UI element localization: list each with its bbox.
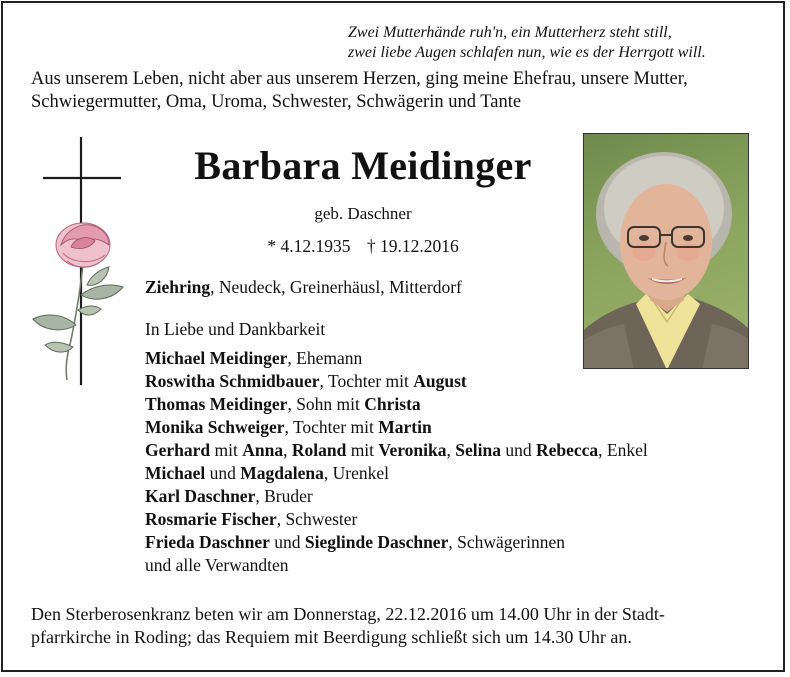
mourner-relation: , Schwester [276,509,358,529]
closing-text [31,603,771,649]
mourners-list [145,347,648,577]
mourner-relation: mit [346,440,379,460]
mourner-row [145,439,648,462]
mourner-name: Martin [378,417,432,437]
mourner-relation: , Urenkel [323,463,390,483]
mourner-name: Veronika [378,440,447,460]
mourners-intro: In Liebe und Dankbarkeit [145,319,326,339]
birth-date: * 4.12.1935 [267,236,351,256]
death-date: † 19.12.2016 [366,236,459,256]
mourner-name: Rebecca [535,440,599,460]
mourner-name: Sieglinde Daschner [304,532,449,552]
obituary-card [1,1,785,672]
mourner-name: Magdalena [240,463,324,483]
cross-with-rose-icon [31,135,143,395]
mourner-row [145,347,648,370]
mourner-row [145,485,648,508]
deceased-name: Barbara Meidinger [194,143,532,188]
mourner-relation: und [269,532,305,552]
mourner-row [145,554,648,577]
mourner-row [145,370,648,393]
mourner-name: Rosmarie Fischer [145,509,277,529]
mourner-name: Christa [364,394,421,414]
mourner-relation: , Ehemann [287,348,363,368]
mourner-relation: , Tochter mit [284,417,379,437]
mourner-name: Roswitha Schmidbauer [145,371,320,391]
mourner-name: Thomas Meidinger [145,394,288,414]
mourner-relation: , Schwägerinnen [448,532,565,552]
intro-text [31,68,771,114]
verse [348,23,768,63]
mourner-name: Roland [291,440,347,460]
verse-line-2: zwei liebe Augen schlafen nun, wie es der Herrgott will. [348,44,706,61]
mourner-relation: , Enkel [598,440,648,460]
mourner-relation: mit [210,440,243,460]
intro-line-1: Aus unserem Leben, nicht aber aus unserem Herzen, ging meine Ehefrau, unsere Mutter, [31,69,688,89]
places-rest: , Neudeck, Greinerhäusl, Mitterdorf [210,277,462,297]
mourner-name: Monika Schweiger [145,417,285,437]
places [145,276,462,298]
mourner-name: Karl Daschner [145,486,256,506]
mourner-relation: und [500,440,536,460]
mourner-relation: , [283,440,292,460]
mourner-name: August [413,371,467,391]
life-dates [143,235,583,257]
mourner-relation: , Bruder [255,486,313,506]
mourner-row [145,508,648,531]
place-main: Ziehring [145,277,211,297]
closing-line-2: pfarrkirche in Roding; das Requiem mit Beerdigung schließt sich um 14.30 Uhr an. [31,627,632,647]
mourner-name: Michael Meidinger [145,348,288,368]
maiden-name: geb. Daschner [314,204,412,223]
mourner-name: Frieda Daschner [145,532,270,552]
portrait-photo [583,133,749,369]
mourner-relation: und alle Verwandten [145,555,289,575]
mourner-relation: , Tochter mit [319,371,414,391]
mourner-row [145,393,648,416]
mourner-name: Gerhard [145,440,211,460]
closing-line-1: Den Sterberosenkranz beten wir am Donnerstag, 22.12.2016 um 14.00 Uhr in der Stadt- [31,604,665,624]
mourner-row [145,462,648,485]
mourner-name: Selina [455,440,501,460]
mourner-row [145,531,648,554]
mourner-relation: und [205,463,241,483]
portrait-illustration [584,134,749,369]
mourner-name: Michael [145,463,206,483]
mourner-name: Anna [242,440,284,460]
verse-line-1: Zwei Mutterhände ruh'n, ein Mutterherz steht still, [348,24,672,41]
mourner-row [145,416,648,439]
mourner-relation: , [446,440,456,460]
mourner-relation: , Sohn mit [287,394,365,414]
intro-line-2: Schwiegermutter, Oma, Uroma, Schwester, Schwägerin und Tante [31,92,522,112]
